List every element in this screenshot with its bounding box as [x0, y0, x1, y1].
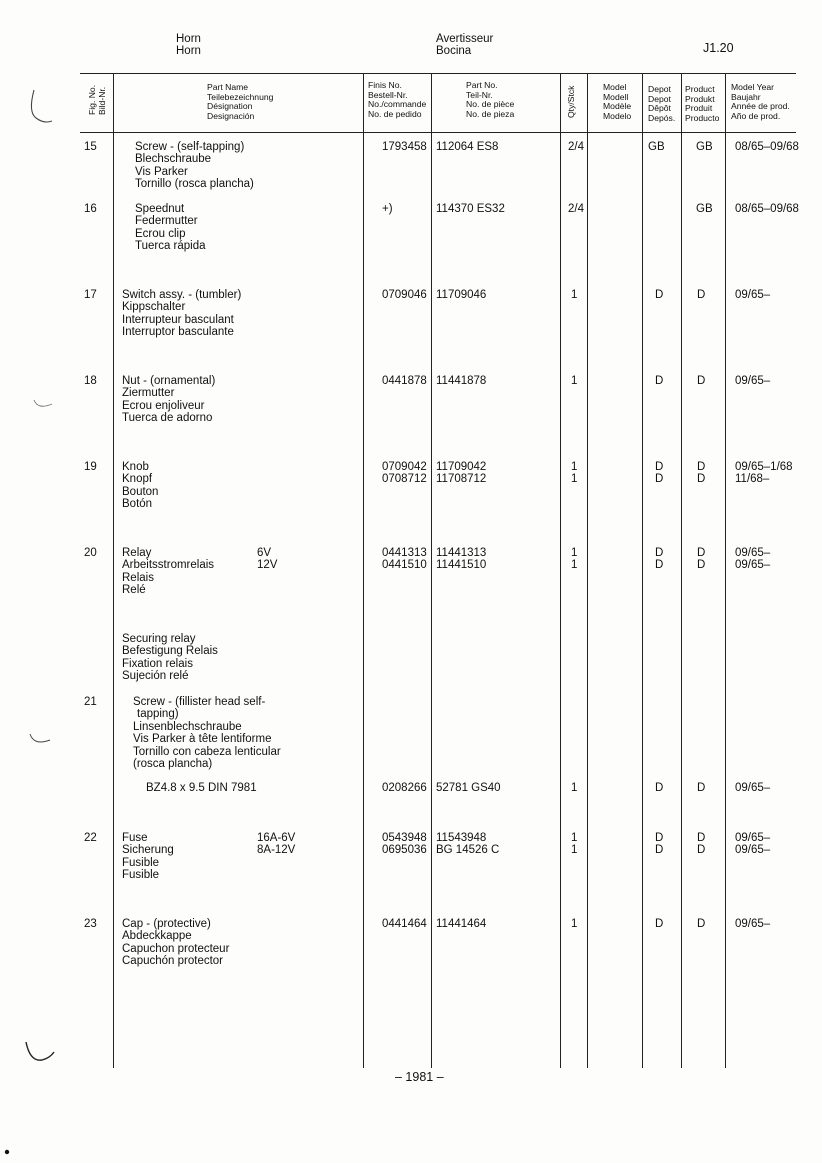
part-no: 11709046: [436, 289, 487, 301]
part-no: 11441313 11441510: [436, 547, 487, 572]
header-model-year: Model Year Baujahr Année de prod. Año de prod.: [731, 82, 790, 121]
punch-hole-arc: [31, 90, 52, 122]
header-product: Product Produkt Produit Producto: [685, 84, 720, 123]
depot: D D: [655, 832, 664, 857]
page-number: – 1981 –: [395, 1070, 444, 1084]
model-year: 09/65–: [735, 782, 771, 794]
depot: D: [655, 782, 664, 794]
part-name: Relay Arbeitsstromrelais Relais Relé: [122, 547, 215, 597]
product: D: [697, 289, 706, 301]
model-year: 09/65– 09/65–: [735, 832, 771, 857]
qty: 1 1: [571, 547, 578, 572]
model-year: 09/65– 09/65–: [735, 547, 771, 572]
part-no: 114370 ES32: [436, 203, 505, 215]
part-name: Fuse Sicherung Fusible Fusible: [122, 832, 174, 882]
part-no: 52781 GS40: [436, 782, 501, 794]
model-year: 09/65–1/68 11/68–: [735, 461, 793, 486]
product: D: [697, 375, 706, 387]
finis-no: 0709042 0708712: [382, 461, 427, 486]
part-spec: BZ4.8 x 9.5 DIN 7981: [146, 782, 257, 794]
fig-no: 16: [84, 203, 97, 215]
part-no: 112064 ES8: [436, 141, 499, 153]
part-name: Screw - (self-tapping) Blechschraube Vis Parker Tornillo (rosca plancha): [135, 141, 254, 191]
model-year: 08/65–09/68: [735, 203, 799, 215]
fig-no: 19: [84, 461, 97, 473]
part-name: Nut - (ornamental) Ziermutter Ecrou enjoliveur Tuerca de adorno: [122, 375, 216, 425]
qty: 1: [571, 375, 578, 387]
model-year: 09/65–: [735, 375, 771, 387]
product: D: [697, 782, 706, 794]
title-es: Bocina: [436, 45, 472, 57]
part-name: Screw - (fillister head self- tapping) Linsenblechschraube Vis Parker à tête lentiforme Tornillo con cabeza lenticular (rosca plancha): [133, 696, 281, 771]
part-no: 11709042 11708712: [436, 461, 487, 486]
fig-no: 17: [84, 289, 97, 301]
part-no: 11441464: [436, 918, 487, 930]
part-no: 11543948 BG 14526 C: [436, 832, 500, 857]
part-name: Knob Knopf Bouton Botón: [122, 461, 159, 511]
depot: D: [655, 289, 664, 301]
title-en: Horn: [176, 33, 201, 45]
finis-no: 0441878: [382, 375, 427, 387]
voltage: 6V 12V: [257, 547, 278, 572]
finis-no: 0441313 0441510: [382, 547, 427, 572]
depot: D D: [655, 461, 664, 486]
part-name: Cap - (protective) Abdeckkappe Capuchon protecteur Capuchón protector: [122, 918, 230, 968]
finis-no: 1793458: [382, 141, 427, 153]
title-de: Horn: [176, 45, 201, 57]
voltage: 16A-6V 8A-12V: [257, 832, 296, 857]
model-year: 09/65–: [735, 918, 771, 930]
finis-no: +): [382, 203, 393, 215]
finis-no: 0441464: [382, 918, 427, 930]
scan-dot: [5, 1150, 9, 1154]
fig-no: 15: [84, 141, 97, 153]
depot: D: [655, 918, 664, 930]
fig-no: 20: [84, 547, 97, 559]
header-part-name: Part Name Teilebezeichnung Désignation Designación: [207, 82, 274, 121]
qty: 1: [571, 289, 578, 301]
header-qty: Qty/Stck: [566, 85, 576, 118]
part-no: 11441878: [436, 375, 487, 387]
header-fig-no: Fig. No. Bild-Nr.: [87, 84, 107, 115]
fig-no: 21: [84, 696, 97, 708]
part-name: Speednut Federmutter Ecrou clip Tuerca rápida: [135, 203, 206, 253]
depot: GB: [648, 141, 665, 153]
model-year: 09/65–: [735, 289, 771, 301]
qty: 2/4: [568, 203, 584, 215]
header-part-no: Part No. Teil-Nr. No. de pièce No. de pieza: [466, 80, 515, 119]
header-depot: Depot Depot Dêpôt Depós.: [648, 84, 676, 123]
product: D: [697, 918, 706, 930]
section-code: J1.20: [703, 41, 734, 55]
product: GB: [696, 203, 713, 215]
qty: 1 1: [571, 832, 578, 857]
product: D D: [697, 547, 706, 572]
product: D D: [697, 832, 706, 857]
part-name: Switch assy. - (tumbler) Kippschalter Interrupteur basculant Interruptor basculante: [122, 289, 242, 339]
fig-no: 22: [84, 832, 97, 844]
model-year: 08/65–09/68: [735, 141, 799, 153]
punch-hole-arc: [30, 734, 50, 742]
part-name: Securing relay Befestigung Relais Fixation relais Sujeción relé: [122, 633, 218, 683]
depot: D: [655, 375, 664, 387]
title-fr: Avertisseur: [436, 33, 494, 45]
header-finis-no: Finis No. Bestell-Nr. No./commande No. de pedido: [368, 80, 427, 119]
finis-no: 0709046: [382, 289, 427, 301]
product: GB: [696, 141, 713, 153]
qty: 1 1: [571, 461, 578, 486]
product: D D: [697, 461, 706, 486]
qty: 2/4: [568, 141, 584, 153]
fig-no: 23: [84, 918, 97, 930]
qty: 1: [571, 782, 578, 794]
punch-hole-arc: [34, 400, 52, 406]
finis-no: 0208266: [382, 782, 427, 794]
depot: D D: [655, 547, 664, 572]
fig-no: 18: [84, 375, 97, 387]
punch-hole-arc: [26, 1042, 54, 1060]
qty: 1: [571, 918, 578, 930]
finis-no: 0543948 0695036: [382, 832, 427, 857]
header-model: Model Modell Modèle Modelo: [603, 82, 632, 121]
